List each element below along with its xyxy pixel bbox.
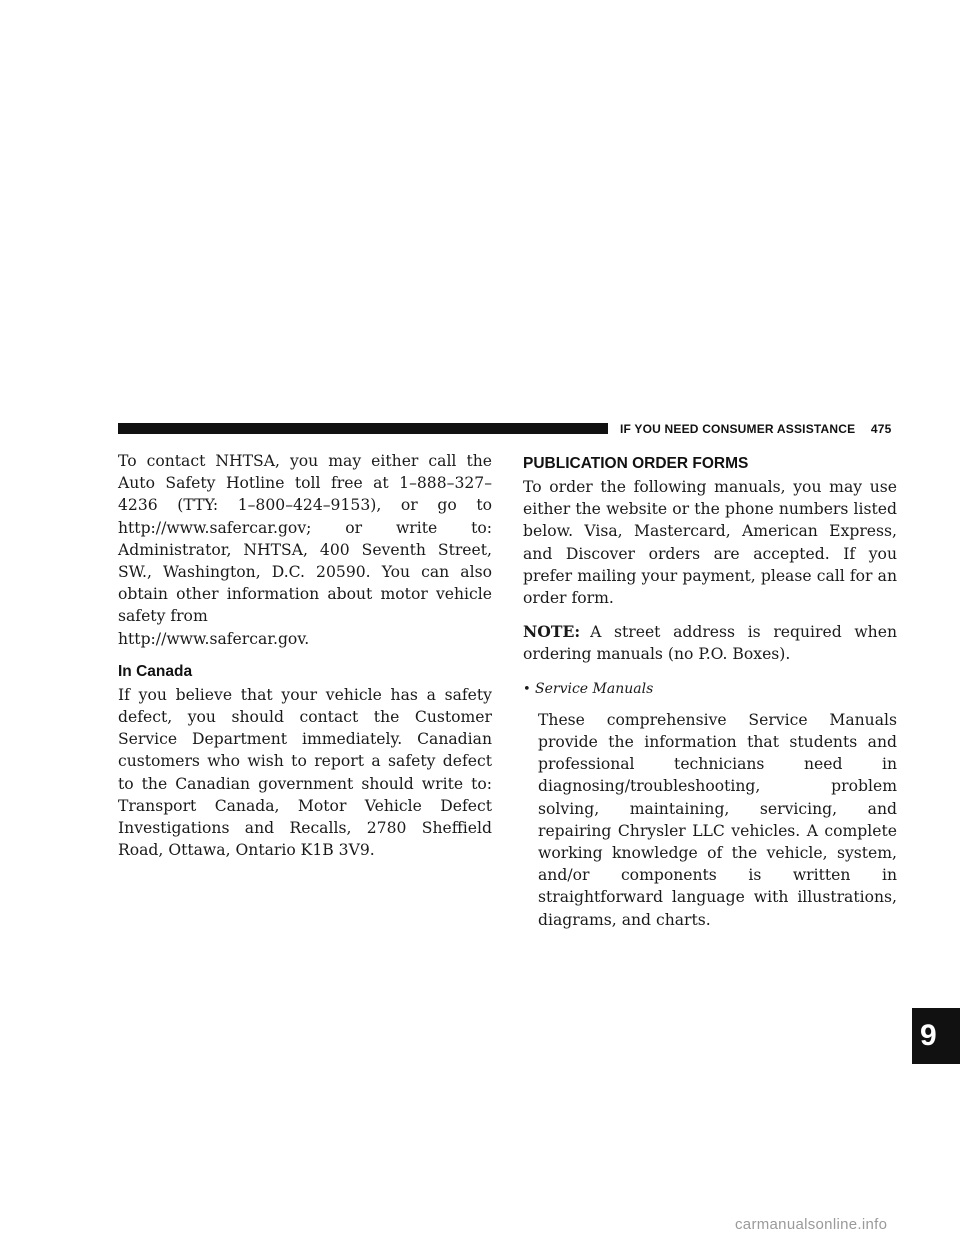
- chapter-tab: [912, 1008, 960, 1064]
- nhtsa-contact-text: To contact NHTSA, you may either call the Auto Safety Hotline toll free at 1–888–327–4236 (TTY: 1–800–424–9153), or go to http://www.safercar.gov; or write to: Administrator, NHTSA, 400 Seventh Street, SW., Washington, D.C. 20590. You can also obtain other information about motor vehicle safety from: [118, 452, 492, 626]
- bullet-item-service-manuals: [523, 678, 897, 701]
- header-rule: [118, 423, 608, 434]
- ordering-paragraph: To order the following manuals, you may use either the website or the phone numbers listed below. Visa, Mastercard, American Express, and Discover orders are accepted. If you prefer mailing your payment, please call for an order form.: [523, 478, 897, 608]
- right-column: [523, 452, 897, 943]
- canada-paragraph: If you believe that your vehicle has a safety defect, you should contact the Customer Service Department immediately. Canadian customers who wish to report a safety defect to the Canadian government should write to: Transport Canada, Motor Vehicle Defect Investigations and Recalls, 2780 Sheffield Road, Ottawa, Ontario K1B 3V9.: [118, 685, 492, 860]
- page-number: 475: [870, 422, 892, 436]
- bullet-icon: •: [523, 681, 531, 697]
- canada-heading: In Canada: [118, 662, 193, 680]
- left-column: [118, 450, 492, 873]
- publication-heading: PUBLICATION ORDER FORMS: [523, 455, 749, 472]
- bullet-title: Service Manuals: [535, 680, 654, 697]
- note-label: NOTE:: [523, 622, 581, 642]
- watermark: carmanualsonline.info: [735, 1216, 888, 1233]
- note-paragraph: [523, 621, 897, 665]
- note-text: A street address is required when ordering manuals (no P.O. Boxes).: [523, 623, 897, 664]
- safercar-link[interactable]: http://www.safercar.gov.: [118, 629, 310, 648]
- nhtsa-contact-paragraph: [118, 450, 492, 650]
- service-manuals-description: These comprehensive Service Manuals provide the information that students and professional technicians need in diagnosing/troubleshooting, problem solving, maintaining, servicing, and repairing Chrysler LLC vehicles. A complete working knowledge of the vehicle, system, and/or components is written in straightforward language with illustrations, diagrams, and charts.: [538, 710, 897, 929]
- running-header: [620, 422, 892, 436]
- section-title: IF YOU NEED CONSUMER ASSISTANCE: [620, 422, 856, 436]
- chapter-number: 9: [920, 1019, 937, 1052]
